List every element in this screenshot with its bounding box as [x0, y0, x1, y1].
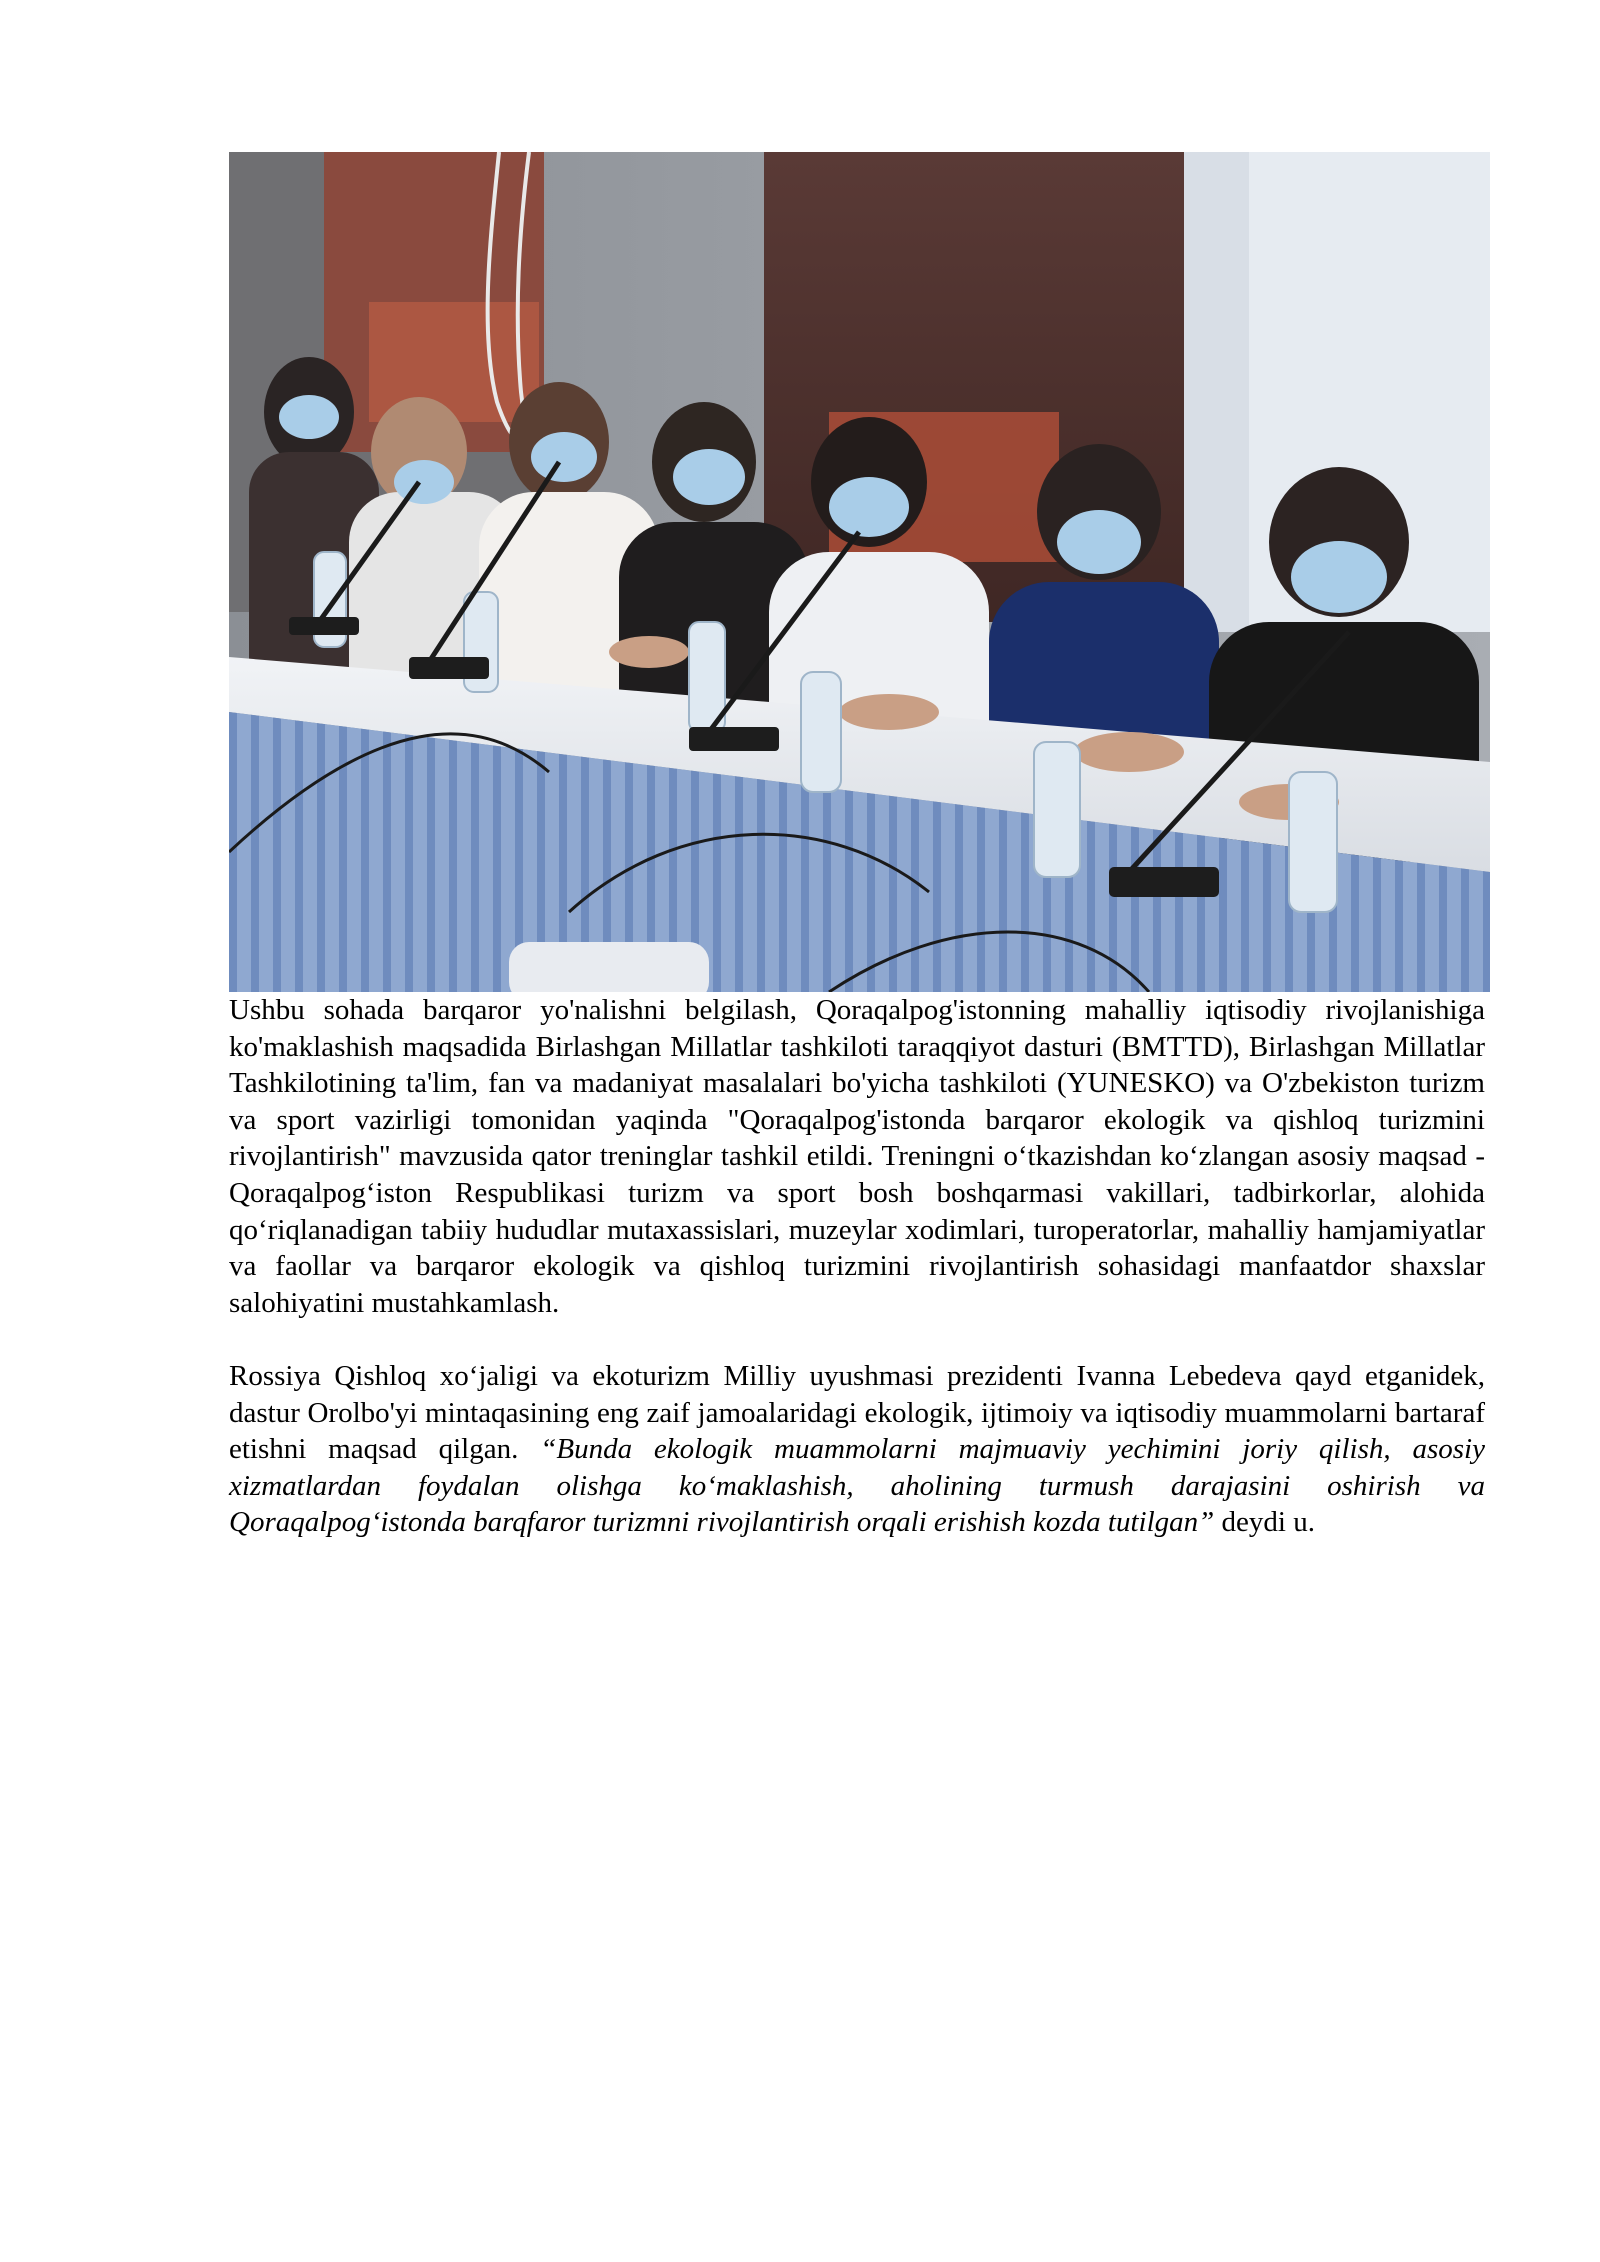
paragraph-2-quote: “Bunda ekologik muammolarni majmuaviy yechimini joriy qilish, asosiy xizmatlardan foydalan olishga ko‘maklashish, aholining turmush darajasini oshirish va Qoraqalpog‘istonda barqfaror turizmni rivojlantirish orqali erishish kozda tutilgan”	[229, 1433, 1485, 1539]
seminar-photo	[229, 152, 1490, 992]
paragraph-2-intro: Rossiya Qishloq xo‘jaligi va ekoturizm Milliy uyushmasi prezidenti Ivanna Lebedeva qayd etganidek, dastur Orolbo'yi mintaqasining eng zaif jamoalaridagi ekologik, ijtimoiy va iqtisodiy muammolarni bartaraf etishni maqsad qilgan.	[229, 1359, 1485, 1466]
paragraph-1: Ushbu sohada barqaror yo'nalishni belgilash, Qoraqalpog'istonning mahalliy iqtisodiy rivojlanishiga ko'maklashish maqsadida Birlashgan Millatlar tashkiloti taraqqiyot dasturi (BMTTD), Birlashgan Millatlar Tashkilotining ta'lim, fan va madaniyat masalalari bo'yicha tashkiloti (YUNESKO) va O'zbekiston turizm va sport vazirligi tomonidan yaqinda "Qoraqalpog'istonda barqaror ekologik va qishloq turizmini rivojlantirish" mavzusida qator treninglar tashkil etildi. Treningni o‘tkazishdan ko‘zlangan asosiy maqsad - Qoraqalpog‘iston Respublikasi turizm va sport bosh boshqarmasi vakillari, tadbirkorlar, alohida qo‘riqlanadigan tabiiy hududlar mutaxassislari, muzeylar xodimlari, turoperatorlar, mahalliy hamjamiyatlar va faollar va barqaror ekologik va qishloq turizmini rivojlantirish sohasidagi manfaatdor shaxslar salohiyatini mustahkamlash.	[229, 994, 1485, 1319]
paragraph-2	[229, 1358, 1485, 1541]
article-body	[229, 992, 1485, 1541]
paragraph-2-outro: deydi u.	[1214, 1506, 1315, 1539]
